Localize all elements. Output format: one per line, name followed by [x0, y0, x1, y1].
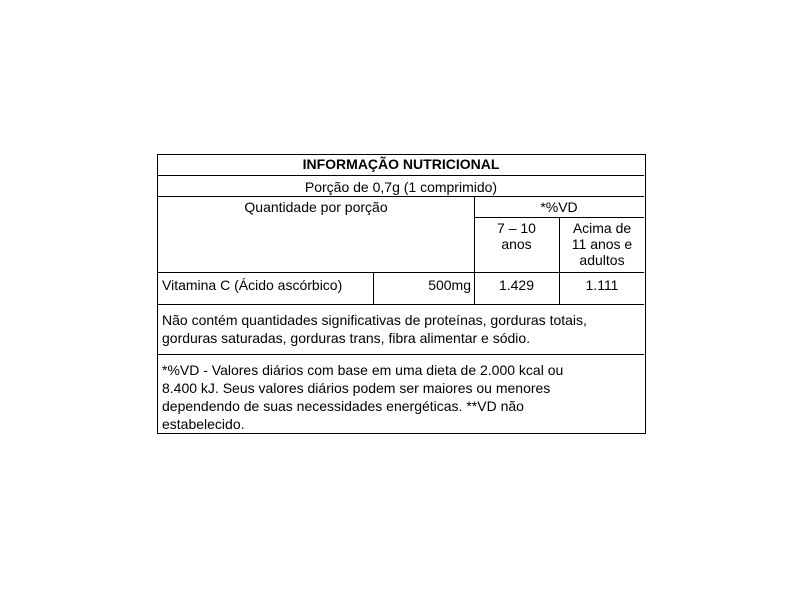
- age-group-1-line-1: 7 – 10: [497, 220, 536, 236]
- disclaimer-line-2: gorduras saturadas, gorduras trans, fibra alimentar e sódio.: [162, 330, 531, 346]
- quantity-header: Quantidade por porção: [244, 199, 388, 215]
- daily-values-footnote: [162, 361, 642, 433]
- age-group-1-line-2: anos: [501, 236, 532, 252]
- nutrient-disclaimer: [162, 311, 642, 347]
- nutrition-facts-table: [157, 154, 646, 434]
- divider: [158, 272, 644, 273]
- divider: [158, 175, 644, 176]
- age-group-2-line-2: 11 anos e: [571, 236, 633, 252]
- age-group-2-line-3: adultos: [579, 252, 625, 268]
- footnote-line-1: *%VD - Valores diários com base em uma dieta de 2.000 kcal ou: [162, 362, 564, 378]
- nutrient-name: Vitamina C (Ácido ascórbico): [162, 277, 343, 293]
- table-title: INFORMAÇÃO NUTRICIONAL: [302, 156, 500, 172]
- divider: [158, 196, 644, 197]
- nutrient-vd-group-2: 1.111: [585, 277, 619, 293]
- divider: [158, 354, 644, 355]
- disclaimer-line-1: Não contém quantidades significativas de proteínas, gorduras totais,: [162, 312, 587, 328]
- nutrient-amount: 500mg: [428, 277, 471, 293]
- age-group-1-label: [474, 220, 559, 256]
- column-divider: [373, 272, 374, 304]
- portion-size: Porção de 0,7g (1 comprimido): [304, 179, 498, 195]
- age-group-2-label: [560, 220, 644, 274]
- age-group-2-line-1: Acima de: [572, 220, 632, 236]
- footnote-line-3: dependendo de suas necessidades energéticas. **VD não: [162, 398, 524, 414]
- footnote-line-4: estabelecido.: [162, 416, 245, 432]
- divider: [158, 304, 644, 305]
- vd-header: *%VD: [540, 199, 578, 215]
- nutrient-vd-group-1: 1.429: [498, 277, 535, 293]
- footnote-line-2: 8.400 kJ. Seus valores diários podem ser maiores ou menores: [162, 380, 551, 396]
